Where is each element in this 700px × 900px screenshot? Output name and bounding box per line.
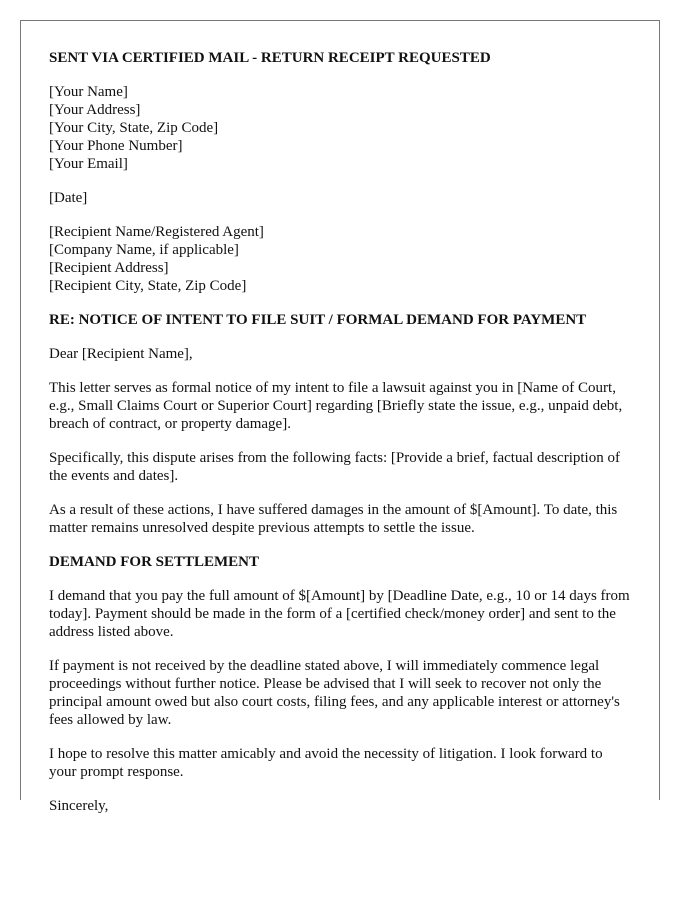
sender-address: [Your Address] (49, 102, 141, 118)
letter-date: [Date] (49, 190, 88, 206)
settlement-paragraph: If payment is not received by the deadline stated above, I will immediately commence legal proceedings without further notice. Please be advised that I will seek to recover not only the principal amount owed but also court costs, filing fees, and any applicable interest or attorney's fees allowed by law. (49, 658, 620, 728)
sender-phone: [Your Phone Number] (49, 138, 183, 154)
recipient-block (49, 223, 631, 295)
body-paragraph: Specifically, this dispute arises from the following facts: [Provide a brief, factual description of the events and dates]. (49, 450, 620, 484)
sender-email: [Your Email] (49, 156, 128, 172)
letter-content (21, 21, 659, 815)
sender-block (49, 83, 631, 173)
mailing-header: SENT VIA CERTIFIED MAIL - RETURN RECEIPT REQUESTED (49, 50, 491, 66)
sender-name: [Your Name] (49, 84, 128, 100)
recipient-company: [Company Name, if applicable] (49, 242, 239, 258)
salutation: Dear [Recipient Name], (49, 346, 193, 362)
subject-line: RE: NOTICE OF INTENT TO FILE SUIT / FORMAL DEMAND FOR PAYMENT (49, 312, 587, 328)
settlement-paragraph: I hope to resolve this matter amicably and avoid the necessity of litigation. I look forward to your prompt response. (49, 746, 603, 780)
settlement-paragraph: I demand that you pay the full amount of $[Amount] by [Deadline Date, e.g., 10 or 14 days from today]. Payment should be made in the form of a [certified check/money order] and sent to the address listed above. (49, 588, 630, 640)
settlement-heading: DEMAND FOR SETTLEMENT (49, 554, 260, 570)
recipient-city-state-zip: [Recipient City, State, Zip Code] (49, 278, 247, 294)
closing: Sincerely, (49, 798, 109, 814)
body-paragraph: As a result of these actions, I have suffered damages in the amount of $[Amount]. To date, this matter remains unresolved despite previous attempts to settle the issue. (49, 502, 618, 536)
letter-page (20, 20, 660, 814)
recipient-name: [Recipient Name/Registered Agent] (49, 224, 264, 240)
sender-city-state-zip: [Your City, State, Zip Code] (49, 120, 219, 136)
body-paragraph: This letter serves as formal notice of my intent to file a lawsuit against you in [Name of Court, e.g., Small Claims Court or Superior Court] regarding [Briefly state the issue, e.g., unpaid debt, breach of contract, or property damage]. (49, 380, 623, 432)
recipient-address: [Recipient Address] (49, 260, 169, 276)
